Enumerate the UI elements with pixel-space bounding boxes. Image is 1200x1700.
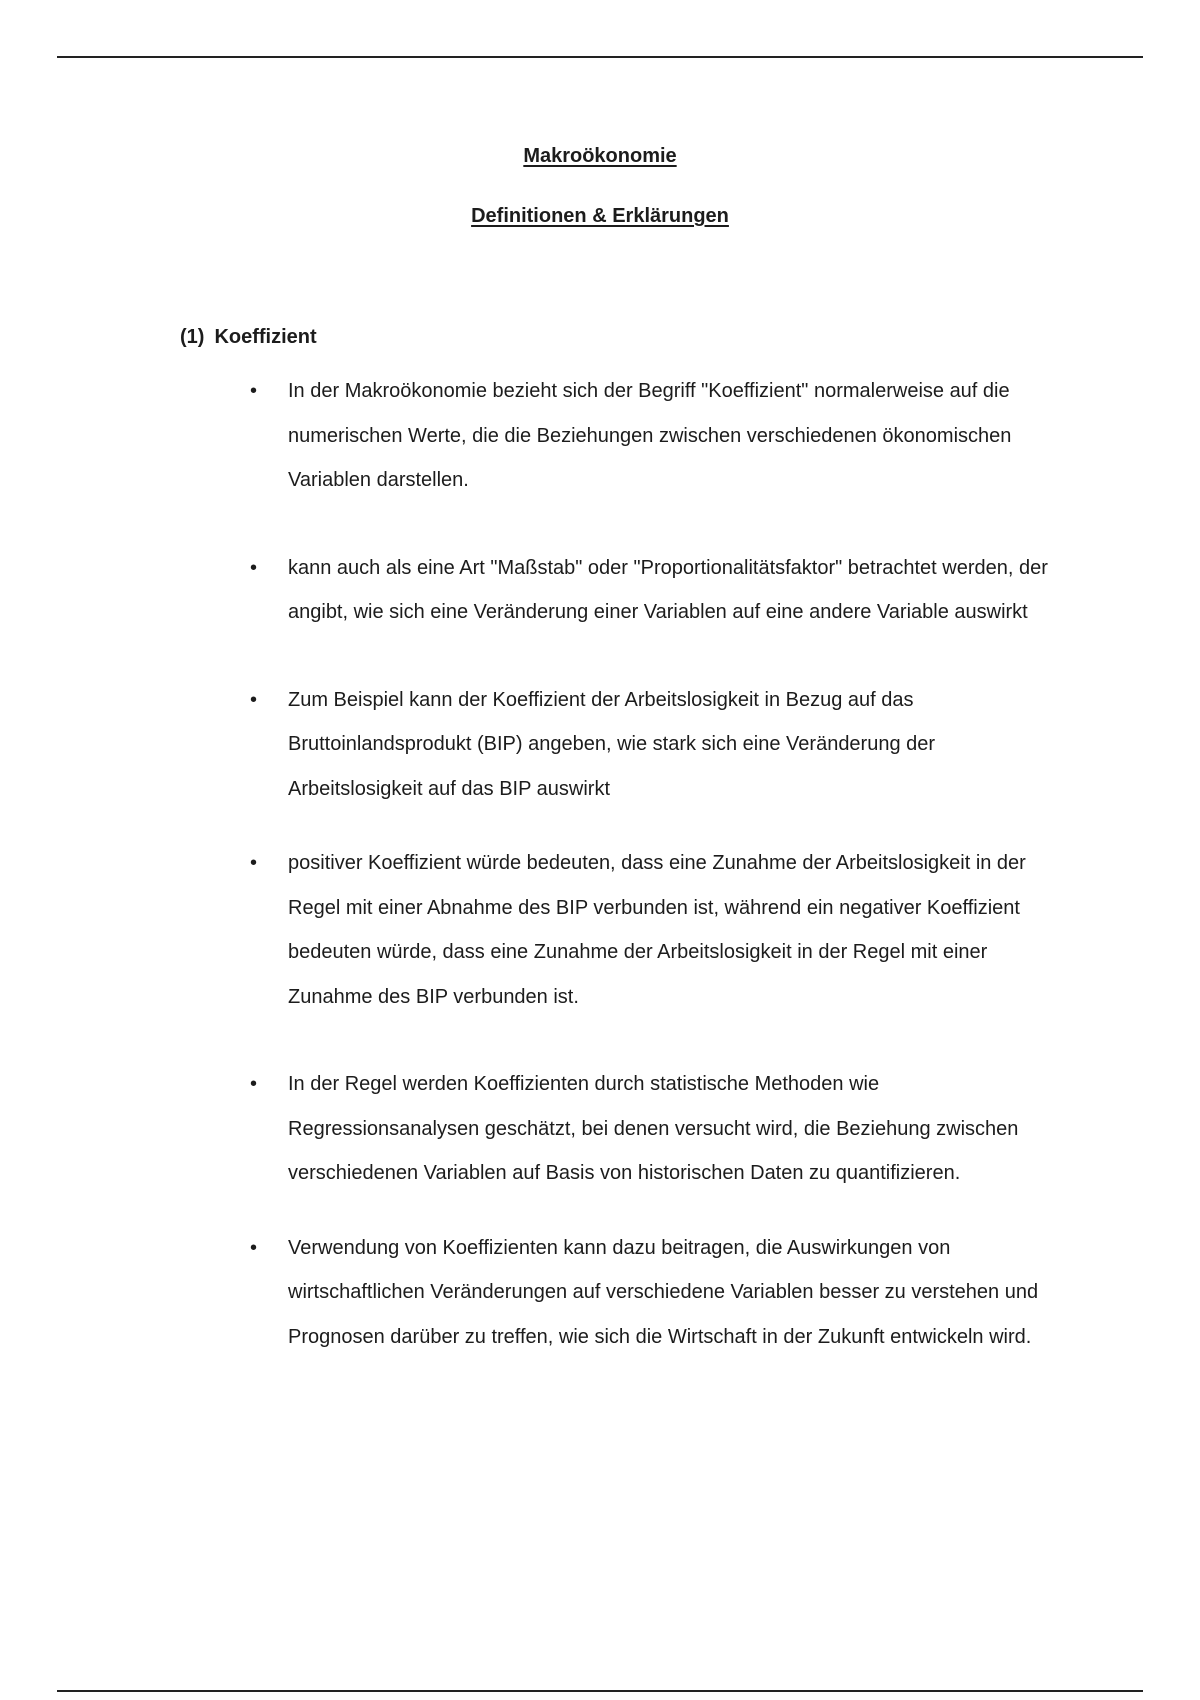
list-item [250, 678, 1070, 812]
bullet-text: In der Makroökonomie bezieht sich der Begriff "Koeffizient" normalerweise auf die numerischen Werte, die die Beziehungen zwischen verschiedenen ökonomischen Variablen darstellen. [288, 380, 1012, 491]
bullet-text: kann auch als eine Art "Maßstab" oder "Proportionalitätsfaktor" betrachtet werden, der angibt, wie sich eine Veränderung einer Variablen auf eine andere Variable auswirkt [288, 556, 1048, 623]
bullet-icon: • [250, 688, 258, 711]
bullet-icon: • [250, 1236, 258, 1259]
header-rule [57, 56, 1143, 58]
list-item [250, 546, 1070, 635]
bullet-text: Verwendung von Koeffizienten kann dazu beitragen, die Auswirkungen von wirtschaftlichen Veränderungen auf verschiedene Variablen besser zu verstehen und Prognosen darüber zu treffen, wie sich die Wirtschaft in der Zukunft entwickeln wird. [288, 1236, 1039, 1348]
bullet-icon: • [250, 1073, 258, 1095]
document-subtitle: Definitionen & Erklärungen [471, 205, 729, 227]
section-title: Koeffizient [214, 326, 317, 348]
document-title: Makroökonomie [523, 145, 677, 167]
list-item [250, 1062, 1070, 1196]
list-item [250, 841, 1070, 1019]
bullet-text: In der Regel werden Koeffizienten durch statistische Methoden wie Regressionsanalysen geschätzt, bei denen versucht wird, die Beziehung zwischen verschiedenen Variablen auf Basis von historischen Daten zu quantifizieren. [288, 1073, 1019, 1184]
section-heading [180, 326, 317, 349]
bullet-list [250, 369, 1070, 1359]
footer-rule [57, 1690, 1143, 1692]
bullet-text: positiver Koeffizient würde bedeuten, dass eine Zunahme der Arbeitslosigkeit in der Regel mit einer Abnahme des BIP verbunden ist, während ein negativer Koeffizient bedeuten würde, dass eine Zunahme der Arbeitslosigkeit in der Regel mit einer Zunahme des BIP verbunden ist. [288, 852, 1026, 1008]
bullet-icon: • [250, 556, 258, 579]
bullet-text: Zum Beispiel kann der Koeffizient der Arbeitslosigkeit in Bezug auf das Bruttoinlandsprodukt (BIP) angeben, wie stark sich eine Veränderung der Arbeitslosigkeit auf das BIP auswirkt [288, 688, 936, 800]
section-number: (1) [180, 326, 205, 348]
list-item [250, 369, 1070, 503]
bullet-icon: • [250, 852, 258, 874]
bullet-icon: • [250, 380, 258, 402]
list-item [250, 1226, 1070, 1360]
